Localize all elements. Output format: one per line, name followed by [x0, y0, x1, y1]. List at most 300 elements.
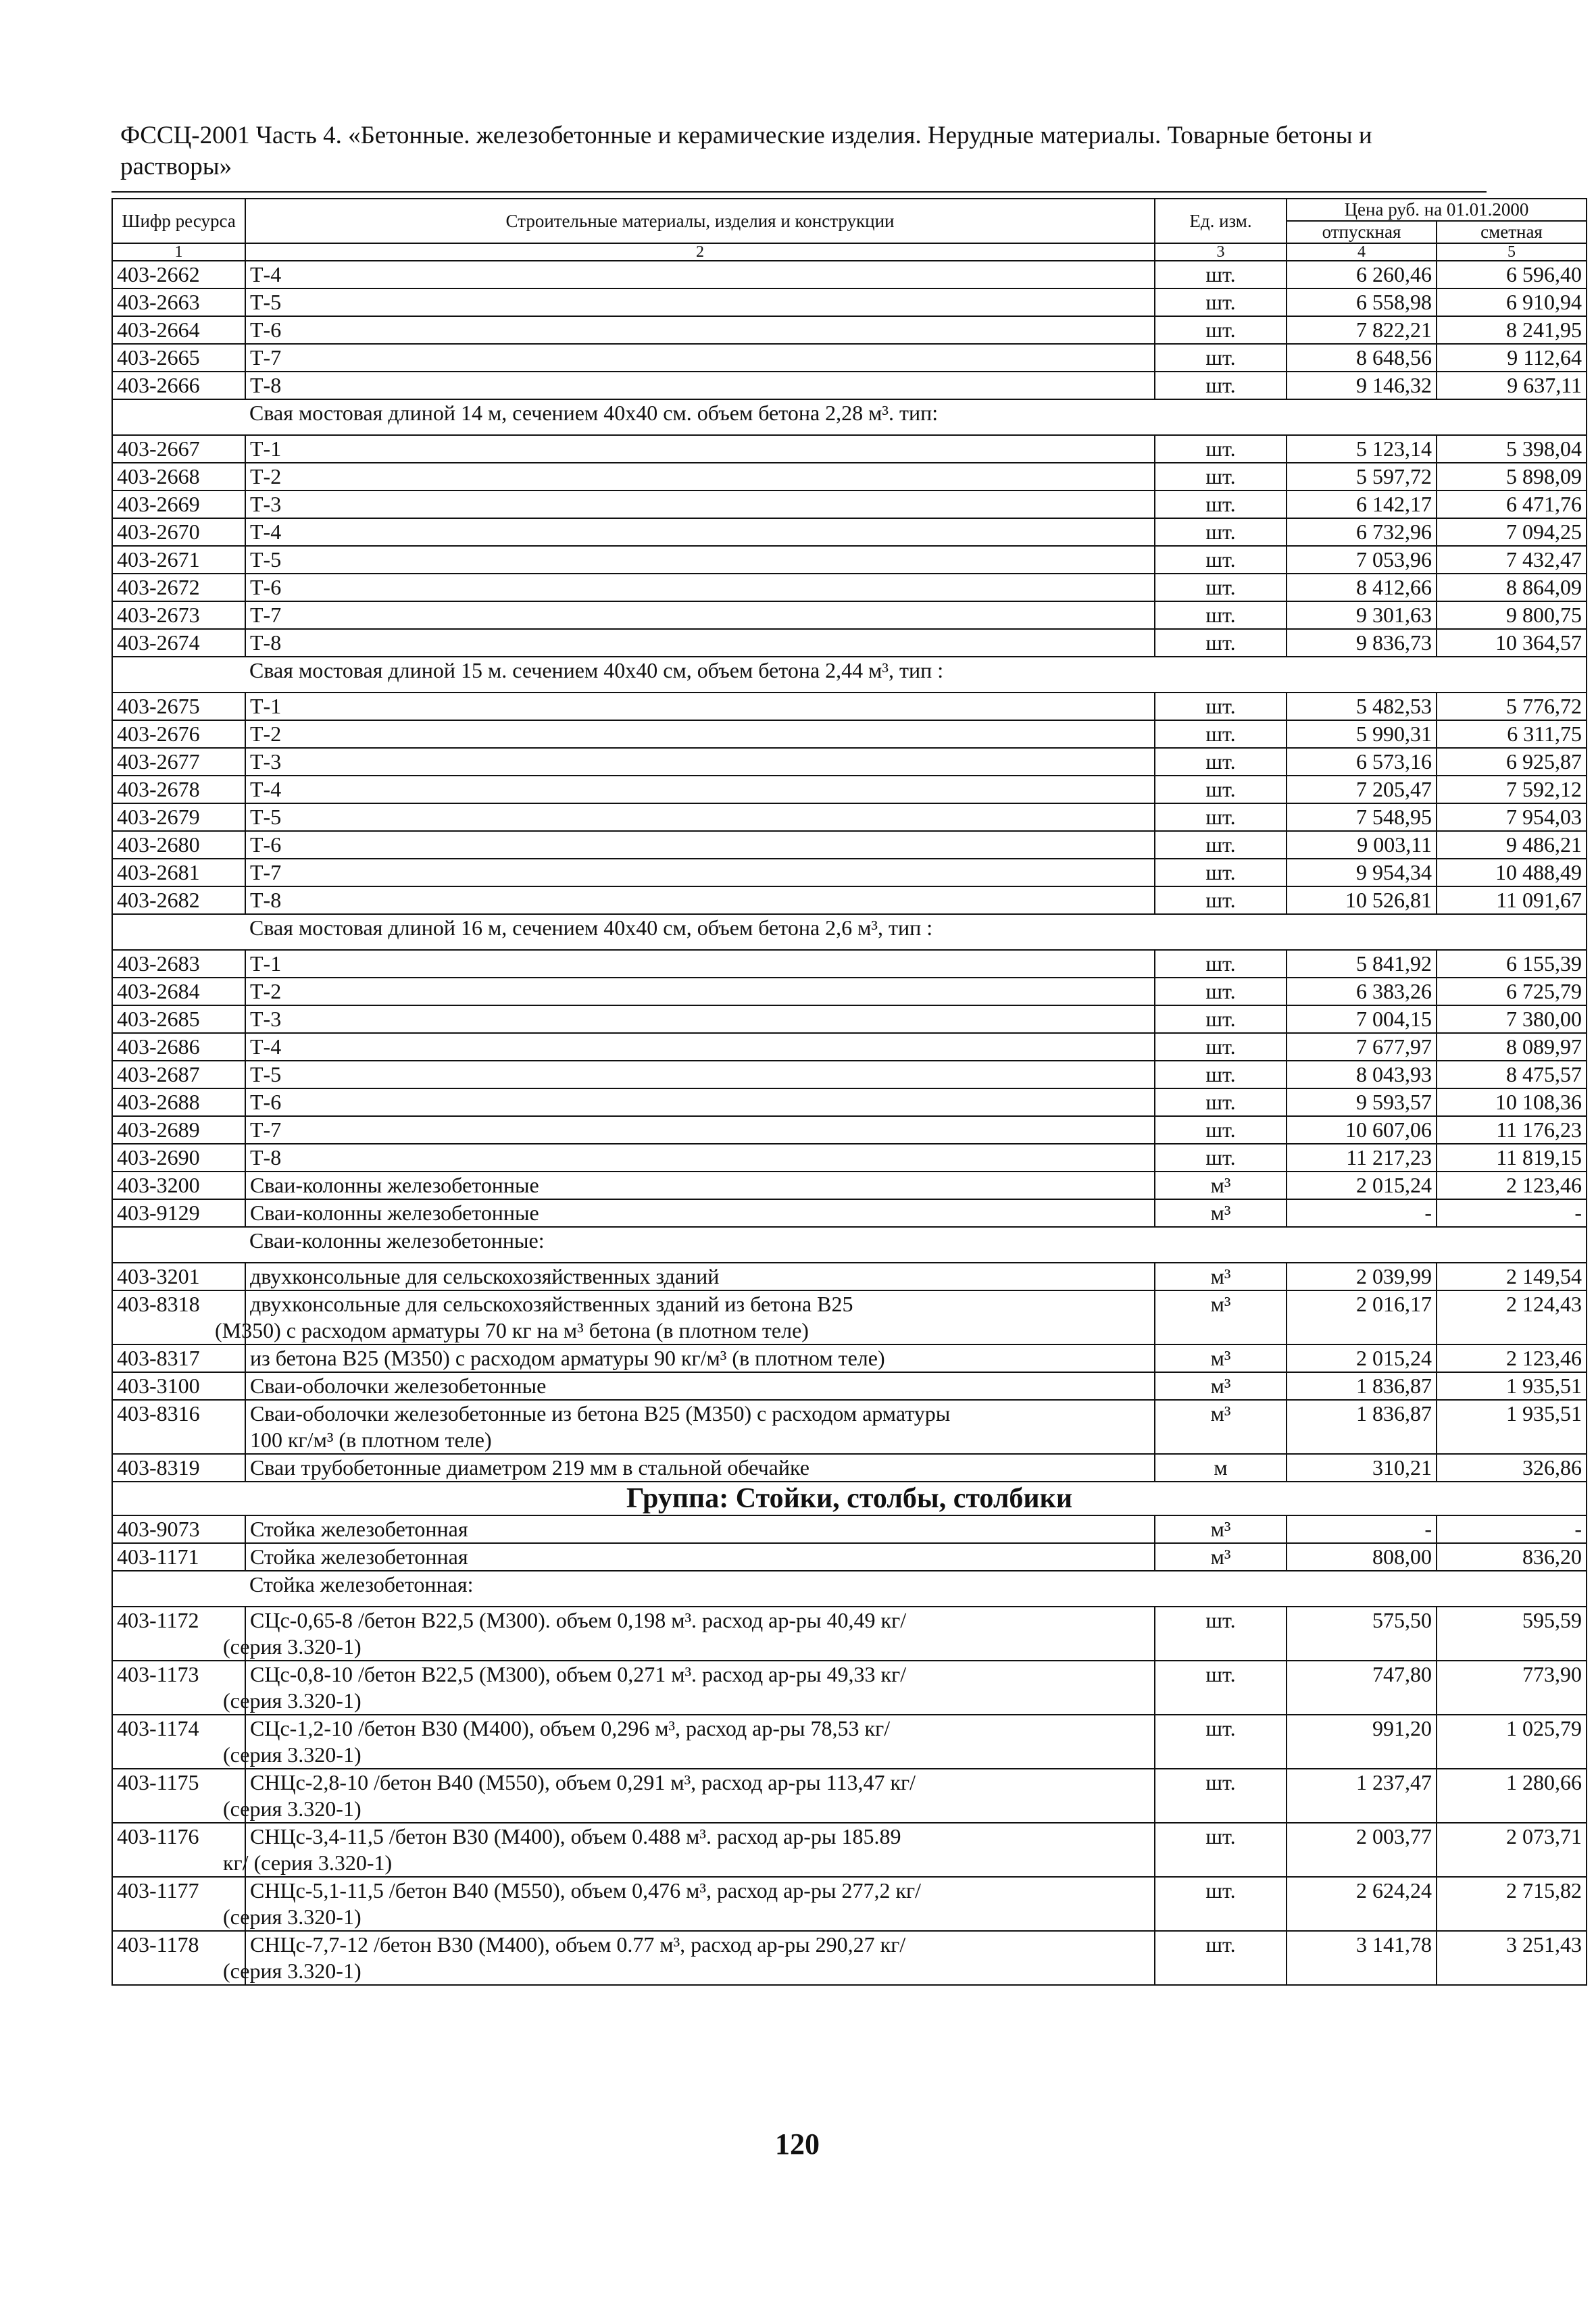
item-name — [245, 316, 1155, 344]
item-name-line: Т-2 — [250, 722, 282, 746]
resource-code: 403-2668 — [112, 463, 245, 491]
item-name — [245, 463, 1155, 491]
item-name-line: Сваи-оболочки железобетонные — [250, 1374, 547, 1398]
table-row — [112, 316, 1587, 344]
resource-code: 403-2674 — [112, 629, 245, 657]
item-name-line: Сваи-колонны железобетонные — [250, 1173, 539, 1197]
resource-code: 403-1176 — [112, 1823, 245, 1877]
table-row — [112, 720, 1587, 748]
resource-code: 403-2683 — [112, 950, 245, 978]
item-name-line: Т-4 — [250, 777, 282, 801]
unit: шт. — [1155, 1607, 1287, 1661]
release-price: 9 146,32 — [1287, 372, 1437, 399]
item-name-line: Т-5 — [250, 805, 282, 829]
table-row — [112, 1033, 1587, 1061]
item-name — [223, 1823, 1155, 1877]
item-name — [223, 1769, 1155, 1823]
resource-code: 403-2681 — [112, 859, 245, 886]
estimate-price: 1 280,66 — [1437, 1769, 1587, 1823]
item-name — [245, 1400, 1155, 1454]
item-name-line: СНЦс-2,8-10 /бетон В40 (М550), объем 0,291 м³, расход ар-ры 113,47 кг/ — [250, 1770, 916, 1794]
table-row — [112, 859, 1587, 886]
estimate-price: 6 596,40 — [1437, 261, 1587, 288]
resource-code: 403-1172 — [112, 1607, 245, 1661]
table-row — [112, 288, 1587, 316]
estimate-price: 1 935,51 — [1437, 1372, 1587, 1400]
release-price: 6 260,46 — [1287, 261, 1437, 288]
table-row — [112, 261, 1587, 288]
col-number: 1 — [112, 243, 245, 261]
release-price: 7 548,95 — [1287, 803, 1437, 831]
table-row — [112, 1144, 1587, 1172]
item-name — [223, 1661, 1155, 1715]
item-name-line: (серия 3.320-1) — [223, 1959, 361, 1983]
estimate-price: 8 089,97 — [1437, 1033, 1587, 1061]
release-price: 8 412,66 — [1287, 574, 1437, 601]
release-price: 9 593,57 — [1287, 1088, 1437, 1116]
estimate-price: 7 432,47 — [1437, 546, 1587, 574]
release-price: 9 301,63 — [1287, 601, 1437, 629]
unit: шт. — [1155, 1061, 1287, 1088]
item-name-line: Т-6 — [250, 832, 282, 857]
release-price: 7 053,96 — [1287, 546, 1437, 574]
item-name-line: (М350) с расходом арматуры 70 кг на м³ бетона (в плотном теле) — [215, 1318, 809, 1342]
release-price: 5 990,31 — [1287, 720, 1437, 748]
resource-code: 403-2688 — [112, 1088, 245, 1116]
estimate-price: 6 925,87 — [1437, 748, 1587, 776]
release-price: 5 123,14 — [1287, 435, 1437, 463]
item-name — [245, 1454, 1155, 1482]
resource-code: 403-2689 — [112, 1116, 245, 1144]
release-price: 7 677,97 — [1287, 1033, 1437, 1061]
table-row — [112, 1661, 1587, 1715]
estimate-price: 6 725,79 — [1437, 978, 1587, 1005]
resource-code: 403-1171 — [112, 1543, 245, 1571]
resource-code: 403-9073 — [112, 1515, 245, 1543]
unit: шт. — [1155, 886, 1287, 914]
item-name — [245, 372, 1155, 399]
estimate-price: 9 637,11 — [1437, 372, 1587, 399]
resource-code: 403-2669 — [112, 491, 245, 518]
unit: м³ — [1155, 1263, 1287, 1290]
release-price: 7 822,21 — [1287, 316, 1437, 344]
table-row — [112, 978, 1587, 1005]
table-row — [112, 629, 1587, 657]
unit: шт. — [1155, 1005, 1287, 1033]
release-price: 1 237,47 — [1287, 1769, 1437, 1823]
release-price: 2 015,24 — [1287, 1344, 1437, 1372]
item-name-line: Т-3 — [250, 1007, 282, 1031]
col-number: 4 — [1287, 243, 1437, 261]
item-name — [245, 435, 1155, 463]
resource-code: 403-2680 — [112, 831, 245, 859]
item-name-line: Т-8 — [250, 1145, 282, 1169]
item-name — [245, 831, 1155, 859]
item-name-line: Т-2 — [250, 464, 282, 488]
item-name-line: (серия 3.320-1) — [223, 1634, 361, 1659]
table-row — [112, 435, 1587, 463]
unit: шт. — [1155, 574, 1287, 601]
resource-code: 403-2682 — [112, 886, 245, 914]
item-name — [245, 720, 1155, 748]
estimate-price: 6 910,94 — [1437, 288, 1587, 316]
estimate-price: 7 954,03 — [1437, 803, 1587, 831]
unit: шт. — [1155, 950, 1287, 978]
table-row — [112, 1344, 1587, 1372]
release-price: 747,80 — [1287, 1661, 1437, 1715]
item-name-line: Т-6 — [250, 318, 282, 342]
unit: м³ — [1155, 1290, 1287, 1344]
item-name — [245, 1344, 1155, 1372]
unit: шт. — [1155, 601, 1287, 629]
table-row — [112, 1290, 1587, 1344]
release-price: 9 836,73 — [1287, 629, 1437, 657]
resource-code: 403-2673 — [112, 601, 245, 629]
unit: шт. — [1155, 463, 1287, 491]
unit: шт. — [1155, 372, 1287, 399]
estimate-price: 11 819,15 — [1437, 1144, 1587, 1172]
unit: шт. — [1155, 1088, 1287, 1116]
item-name — [223, 1607, 1155, 1661]
section-code-cell — [112, 914, 245, 950]
estimate-price: 8 475,57 — [1437, 1061, 1587, 1088]
estimate-price: - — [1437, 1515, 1587, 1543]
release-price: 9 003,11 — [1287, 831, 1437, 859]
header-code: Шифр ресурса — [112, 199, 245, 243]
release-price: 2 003,77 — [1287, 1823, 1437, 1877]
release-price: 8 648,56 — [1287, 344, 1437, 372]
item-name — [245, 1515, 1155, 1543]
estimate-price: 10 488,49 — [1437, 859, 1587, 886]
estimate-price: 7 380,00 — [1437, 1005, 1587, 1033]
unit: шт. — [1155, 1931, 1287, 1985]
group-row — [112, 1482, 1587, 1515]
estimate-price: 2 123,46 — [1437, 1172, 1587, 1199]
item-name-line: СЦс-1,2-10 /бетон В30 (М400), объем 0,296 м³, расход ар-ры 78,53 кг/ — [250, 1716, 891, 1740]
estimate-price: 6 311,75 — [1437, 720, 1587, 748]
unit: м³ — [1155, 1172, 1287, 1199]
item-name — [245, 1033, 1155, 1061]
estimate-price: 2 149,54 — [1437, 1263, 1587, 1290]
section-row — [112, 914, 1587, 950]
table-row — [112, 574, 1587, 601]
item-name-line: (серия 3.320-1) — [223, 1796, 361, 1821]
table-row — [112, 1515, 1587, 1543]
release-price: 1 836,87 — [1287, 1400, 1437, 1454]
estimate-price: 10 108,36 — [1437, 1088, 1587, 1116]
item-name — [245, 1199, 1155, 1227]
table-row — [112, 1823, 1587, 1877]
estimate-price: 1 935,51 — [1437, 1400, 1587, 1454]
unit: шт. — [1155, 720, 1287, 748]
resource-code: 403-8318 — [112, 1290, 245, 1344]
release-price: 7 205,47 — [1287, 776, 1437, 803]
release-price: 808,00 — [1287, 1543, 1437, 1571]
resource-code: 403-2671 — [112, 546, 245, 574]
unit: шт. — [1155, 1661, 1287, 1715]
table-row — [112, 1263, 1587, 1290]
unit: м³ — [1155, 1199, 1287, 1227]
estimate-price: 1 025,79 — [1437, 1715, 1587, 1769]
table-row — [112, 1543, 1587, 1571]
estimate-price: 2 715,82 — [1437, 1877, 1587, 1931]
unit: шт. — [1155, 546, 1287, 574]
item-name-line: СНЦс-7,7-12 /бетон В30 (М400), объем 0.77 м³, расход ар-ры 290,27 кг/ — [250, 1932, 906, 1957]
release-price: 2 016,17 — [1287, 1290, 1437, 1344]
table-row — [112, 1172, 1587, 1199]
resource-code: 403-2666 — [112, 372, 245, 399]
unit: м³ — [1155, 1543, 1287, 1571]
item-name — [245, 859, 1155, 886]
unit: шт. — [1155, 1715, 1287, 1769]
unit: шт. — [1155, 288, 1287, 316]
item-name-line: Т-3 — [250, 492, 282, 516]
item-name — [245, 1116, 1155, 1144]
unit: шт. — [1155, 491, 1287, 518]
item-name-line: СНЦс-5,1-11,5 /бетон В40 (М550), объем 0,476 м³, расход ар-ры 277,2 кг/ — [250, 1878, 922, 1903]
header-price: Цена руб. на 01.01.2000 — [1287, 199, 1587, 221]
release-price: 6 732,96 — [1287, 518, 1437, 546]
section-title: Стойка железобетонная: — [245, 1571, 1587, 1607]
item-name — [245, 950, 1155, 978]
section-title: Сваи-колонны железобетонные: — [245, 1227, 1587, 1263]
item-name — [245, 1372, 1155, 1400]
estimate-price: 5 398,04 — [1437, 435, 1587, 463]
resource-code: 403-2670 — [112, 518, 245, 546]
item-name-line: Т-7 — [250, 603, 282, 627]
unit: шт. — [1155, 629, 1287, 657]
estimate-price: 595,59 — [1437, 1607, 1587, 1661]
item-name-line: двухконсольные для сельскохозяйственных зданий из бетона В25 — [250, 1292, 853, 1316]
header-release: отпускная — [1287, 221, 1437, 243]
unit: шт. — [1155, 693, 1287, 720]
unit: шт. — [1155, 261, 1287, 288]
unit: м³ — [1155, 1344, 1287, 1372]
item-name-line: Т-3 — [250, 749, 282, 774]
section-row — [112, 1227, 1587, 1263]
item-name-line: Т-7 — [250, 1117, 282, 1142]
resource-code: 403-3201 — [112, 1263, 245, 1290]
estimate-price: 773,90 — [1437, 1661, 1587, 1715]
unit: шт. — [1155, 1116, 1287, 1144]
table-row — [112, 1931, 1587, 1985]
table-row — [112, 1877, 1587, 1931]
item-name — [245, 344, 1155, 372]
item-name — [245, 1172, 1155, 1199]
section-title: Свая мостовая длиной 15 м. сечением 40х40 см, объем бетона 2,44 м³, тип : — [245, 657, 1587, 693]
item-name — [245, 546, 1155, 574]
col-number: 2 — [245, 243, 1155, 261]
resource-code: 403-2663 — [112, 288, 245, 316]
item-name — [215, 1290, 1155, 1344]
table-row — [112, 1607, 1587, 1661]
table-row — [112, 344, 1587, 372]
item-name-line: Т-6 — [250, 1090, 282, 1114]
table-row — [112, 463, 1587, 491]
resource-code: 403-2690 — [112, 1144, 245, 1172]
unit: шт. — [1155, 859, 1287, 886]
estimate-price: 7 592,12 — [1437, 776, 1587, 803]
release-price: 6 142,17 — [1287, 491, 1437, 518]
estimate-price: 6 155,39 — [1437, 950, 1587, 978]
item-name-line: (серия 3.320-1) — [223, 1742, 361, 1767]
unit: шт. — [1155, 344, 1287, 372]
item-name-line: Т-6 — [250, 575, 282, 599]
section-row — [112, 399, 1587, 435]
item-name — [245, 1144, 1155, 1172]
item-name — [245, 288, 1155, 316]
release-price: 11 217,23 — [1287, 1144, 1437, 1172]
unit: шт. — [1155, 1033, 1287, 1061]
item-name-line: Сваи-оболочки железобетонные из бетона В25 (М350) с расходом арматуры — [250, 1401, 951, 1426]
estimate-price: 11 176,23 — [1437, 1116, 1587, 1144]
release-price: 3 141,78 — [1287, 1931, 1437, 1985]
resource-code: 403-2685 — [112, 1005, 245, 1033]
table-body — [112, 261, 1587, 1985]
table-row — [112, 518, 1587, 546]
group-title: Группа: Стойки, столбы, столбики — [112, 1482, 1587, 1515]
unit: шт. — [1155, 1877, 1287, 1931]
item-name-line: Стойка железобетонная — [250, 1517, 468, 1541]
unit: шт. — [1155, 776, 1287, 803]
resource-code: 403-2687 — [112, 1061, 245, 1088]
item-name-line: Т-8 — [250, 630, 282, 655]
item-name — [223, 1715, 1155, 1769]
resource-code: 403-2677 — [112, 748, 245, 776]
unit: м³ — [1155, 1515, 1287, 1543]
item-name — [245, 693, 1155, 720]
table-row — [112, 693, 1587, 720]
item-name-line: кг/ (серия 3.320-1) — [223, 1851, 393, 1875]
release-price: 2 624,24 — [1287, 1877, 1437, 1931]
table-row — [112, 886, 1587, 914]
resource-code: 403-2672 — [112, 574, 245, 601]
release-price: 310,21 — [1287, 1454, 1437, 1482]
unit: шт. — [1155, 316, 1287, 344]
unit: шт. — [1155, 1144, 1287, 1172]
estimate-price: 9 800,75 — [1437, 601, 1587, 629]
item-name — [245, 518, 1155, 546]
col-number: 5 — [1437, 243, 1587, 261]
table-row — [112, 1372, 1587, 1400]
unit: шт. — [1155, 803, 1287, 831]
resource-code: 403-2662 — [112, 261, 245, 288]
estimate-price: 7 094,25 — [1437, 518, 1587, 546]
resource-code: 403-1178 — [112, 1931, 245, 1985]
resource-code: 403-3100 — [112, 1372, 245, 1400]
resource-code: 403-3200 — [112, 1172, 245, 1199]
item-name-line: Т-4 — [250, 262, 282, 286]
section-code-cell — [112, 657, 245, 693]
resource-code: 403-2684 — [112, 978, 245, 1005]
unit: шт. — [1155, 748, 1287, 776]
estimate-price: 8 241,95 — [1437, 316, 1587, 344]
estimate-price: 3 251,43 — [1437, 1931, 1587, 1985]
item-name-line: Т-7 — [250, 345, 282, 370]
item-name — [245, 629, 1155, 657]
release-price: 991,20 — [1287, 1715, 1437, 1769]
estimate-price: 2 073,71 — [1437, 1823, 1587, 1877]
item-name-line: СЦс-0,8-10 /бетон В22,5 (М300), объем 0,271 м³. расход ар-ры 49,33 кг/ — [250, 1662, 907, 1686]
item-name-line: 100 кг/м³ (в плотном теле) — [250, 1428, 492, 1452]
resource-code: 403-9129 — [112, 1199, 245, 1227]
estimate-price: 5 776,72 — [1437, 693, 1587, 720]
release-price: - — [1287, 1515, 1437, 1543]
resource-code: 403-1175 — [112, 1769, 245, 1823]
unit: шт. — [1155, 831, 1287, 859]
table-row — [112, 546, 1587, 574]
page-header: ФССЦ-2001 Часть 4. «Бетонные. железобетонные и керамические изделия. Нерудные материалы. Товарные бетоны и растворы» — [120, 122, 1372, 180]
release-price: 1 836,87 — [1287, 1372, 1437, 1400]
table-row — [112, 1199, 1587, 1227]
table-row — [112, 1715, 1587, 1769]
item-name-line: Т-1 — [250, 436, 282, 461]
item-name-line: Т-5 — [250, 1062, 282, 1086]
item-name-line: Т-1 — [250, 694, 282, 718]
section-row — [112, 1571, 1587, 1607]
release-price: 5 841,92 — [1287, 950, 1437, 978]
resource-code: 403-2675 — [112, 693, 245, 720]
table-row — [112, 1400, 1587, 1454]
price-table — [111, 198, 1587, 1986]
item-name-line: Т-4 — [250, 1034, 282, 1059]
table-row — [112, 748, 1587, 776]
header-rule — [111, 191, 1487, 193]
item-name-line: Т-8 — [250, 373, 282, 397]
resource-code: 403-1177 — [112, 1877, 245, 1931]
item-name — [223, 1931, 1155, 1985]
item-name — [245, 1088, 1155, 1116]
unit: шт. — [1155, 1823, 1287, 1877]
section-code-cell — [112, 1227, 245, 1263]
release-price: 7 004,15 — [1287, 1005, 1437, 1033]
estimate-price: 9 486,21 — [1437, 831, 1587, 859]
table-row — [112, 776, 1587, 803]
release-price: 6 573,16 — [1287, 748, 1437, 776]
resource-code: 403-8317 — [112, 1344, 245, 1372]
resource-code: 403-8319 — [112, 1454, 245, 1482]
item-name-line: (серия 3.320-1) — [223, 1905, 361, 1929]
estimate-price: 326,86 — [1437, 1454, 1587, 1482]
item-name — [245, 886, 1155, 914]
item-name — [245, 1005, 1155, 1033]
estimate-price: 2 123,46 — [1437, 1344, 1587, 1372]
item-name-line: СЦс-0,65-8 /бетон В22,5 (М300). объем 0,198 м³. расход ар-ры 40,49 кг/ — [250, 1608, 907, 1632]
item-name — [245, 601, 1155, 629]
release-price: 6 558,98 — [1287, 288, 1437, 316]
release-price: 575,50 — [1287, 1607, 1437, 1661]
item-name — [223, 1877, 1155, 1931]
table-row — [112, 1769, 1587, 1823]
table-row — [112, 1005, 1587, 1033]
section-title: Свая мостовая длиной 16 м, сечением 40х40 см, объем бетона 2,6 м³, тип : — [245, 914, 1587, 950]
col-number: 3 — [1155, 243, 1287, 261]
table-row — [112, 372, 1587, 399]
estimate-price: - — [1437, 1199, 1587, 1227]
table-row — [112, 1116, 1587, 1144]
estimate-price: 8 864,09 — [1437, 574, 1587, 601]
release-price: 5 597,72 — [1287, 463, 1437, 491]
resource-code: 403-2678 — [112, 776, 245, 803]
item-name — [245, 978, 1155, 1005]
release-price: 10 607,06 — [1287, 1116, 1437, 1144]
unit: м³ — [1155, 1400, 1287, 1454]
release-price: 5 482,53 — [1287, 693, 1437, 720]
table-row — [112, 1088, 1587, 1116]
release-price: 6 383,26 — [1287, 978, 1437, 1005]
item-name — [245, 803, 1155, 831]
item-name — [245, 574, 1155, 601]
